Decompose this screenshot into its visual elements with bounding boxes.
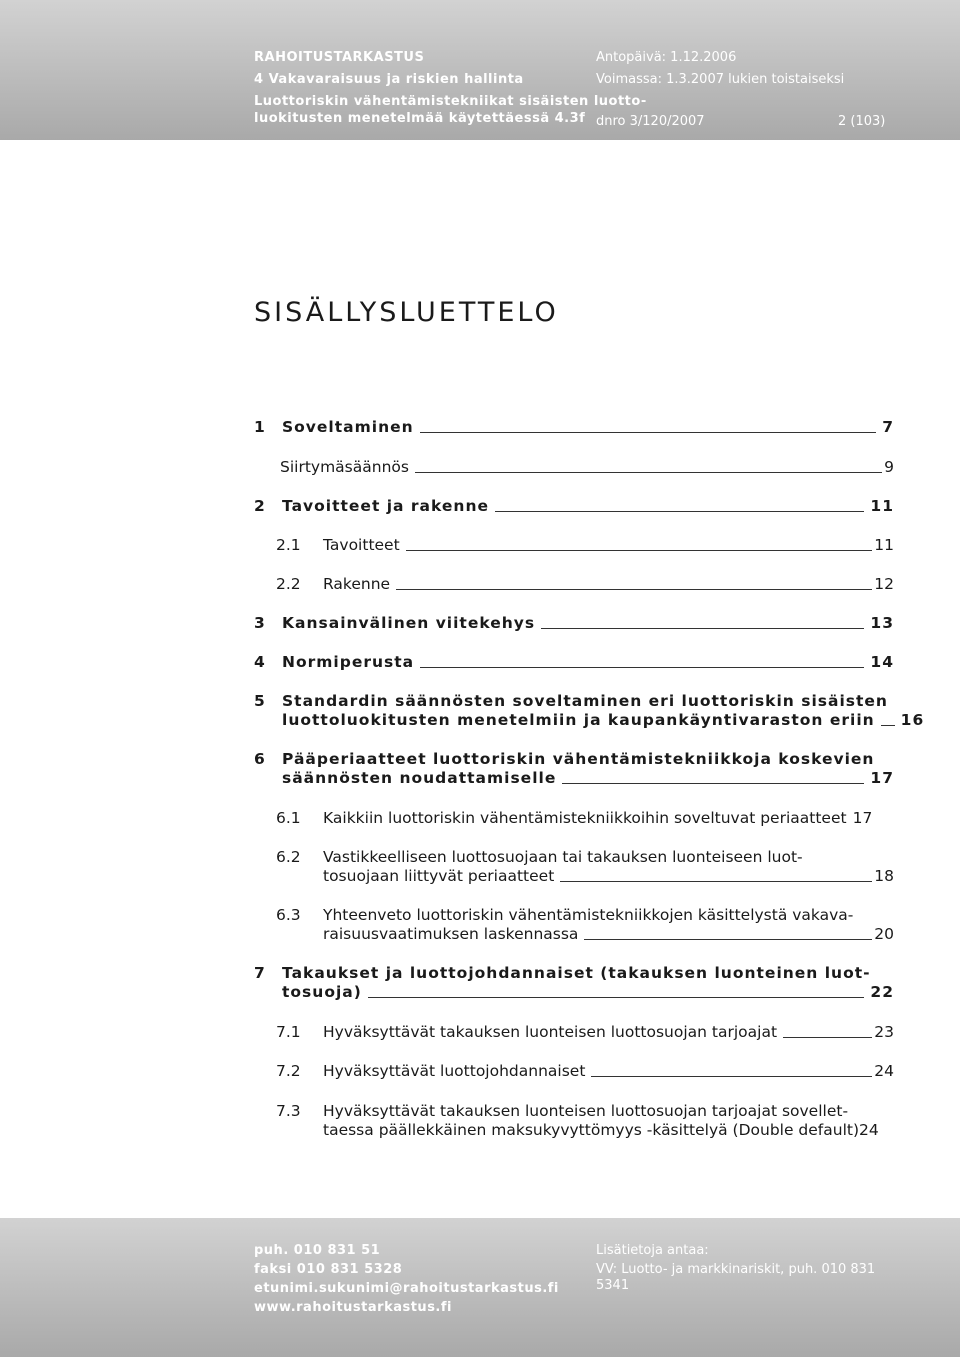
toc-entry-4[interactable]: 4 Normiperusta 14 (254, 653, 894, 671)
toc-entry-7[interactable]: 7 Takaukset ja luottojohdannaiset (takauksen luonteinen luot- tosuoja) 22 (254, 964, 894, 1001)
toc-entry-transition[interactable]: Siirtymäsäännös 9 (280, 458, 894, 476)
toc-entry-7-2[interactable]: 7.2 Hyväksyttävät luottojohdannaiset 24 (276, 1062, 894, 1080)
toc-entry-5[interactable]: 5 Standardin säännösten soveltaminen eri luottoriskin sisäisten luottoluokitusten menetelmiin ja kaupankäyntivaraston eriin 16 (254, 692, 925, 729)
subsection-line-1: Luottoriskin vähentämistekniikat sisäisten luotto- (254, 94, 647, 109)
valid-from: Voimassa: 1.3.2007 lukien toistaiseksi (596, 72, 845, 87)
toc-entry-2-2[interactable]: 2.2 Rakenne 12 (276, 575, 894, 593)
footer-email[interactable]: etunimi.sukunimi@rahoitustarkastus.fi (254, 1281, 559, 1296)
toc-entry-7-3[interactable]: 7.3 Hyväksyttävät takauksen luonteisen luottosuojan tarjoajat sovellet- taessa päällekkäinen maksukyvyttömyys -käsittelyä (Double default) 24 (276, 1102, 879, 1139)
toc-entry-6-3[interactable]: 6.3 Yhteenveto luottoriskin vähentämistekniikkojen käsittelystä vakava- raisuusvaatimuksen laskennassa 20 (276, 906, 894, 943)
toc-entry-2[interactable]: 2 Tavoitteet ja rakenne 11 (254, 497, 894, 515)
footer-info-label: Lisätietoja antaa: (596, 1243, 709, 1258)
org-name: RAHOITUSTARKASTUS (254, 50, 425, 65)
toc-entry-6-1[interactable]: 6.1 Kaikkiin luottoriskin vähentämistekniikkoihin soveltuvat periaatteet 17 (276, 809, 873, 827)
issued-date: Antopäivä: 1.12.2006 (596, 50, 737, 65)
header-band (0, 0, 960, 140)
toc-entry-2-1[interactable]: 2.1 Tavoitteet 11 (276, 536, 894, 554)
reference-number: dnro 3/120/2007 (596, 114, 705, 129)
page-title: SISÄLLYSLUETTELO (254, 297, 559, 328)
footer-phone: puh. 010 831 51 (254, 1243, 381, 1258)
footer-band (0, 1218, 960, 1357)
page-number: 2 (103) (838, 114, 886, 129)
toc-entry-6[interactable]: 6 Pääperiaatteet luottoriskin vähentämistekniikkoja koskevien säännösten noudattamiselle 17 (254, 750, 894, 787)
toc-entry-6-2[interactable]: 6.2 Vastikkeelliseen luottosuojaan tai takauksen luonteiseen luot- tosuojaan liittyvät periaatteet 18 (276, 848, 894, 885)
footer-website[interactable]: www.rahoitustarkastus.fi (254, 1300, 452, 1315)
section-name: 4 Vakavaraisuus ja riskien hallinta (254, 72, 524, 87)
toc-entry-3[interactable]: 3 Kansainvälinen viitekehys 13 (254, 614, 894, 632)
footer-contact-line-2: 5341 (596, 1278, 630, 1293)
footer-contact-line-1: VV: Luotto- ja markkinariskit, puh. 010 831 (596, 1262, 876, 1277)
toc-entry-1[interactable]: 1 Soveltaminen 7 (254, 418, 894, 436)
subsection-line-2: luokitusten menetelmää käytettäessä 4.3f (254, 111, 586, 126)
toc-entry-7-1[interactable]: 7.1 Hyväksyttävät takauksen luonteisen luottosuojan tarjoajat 23 (276, 1023, 894, 1041)
footer-fax: faksi 010 831 5328 (254, 1262, 403, 1277)
